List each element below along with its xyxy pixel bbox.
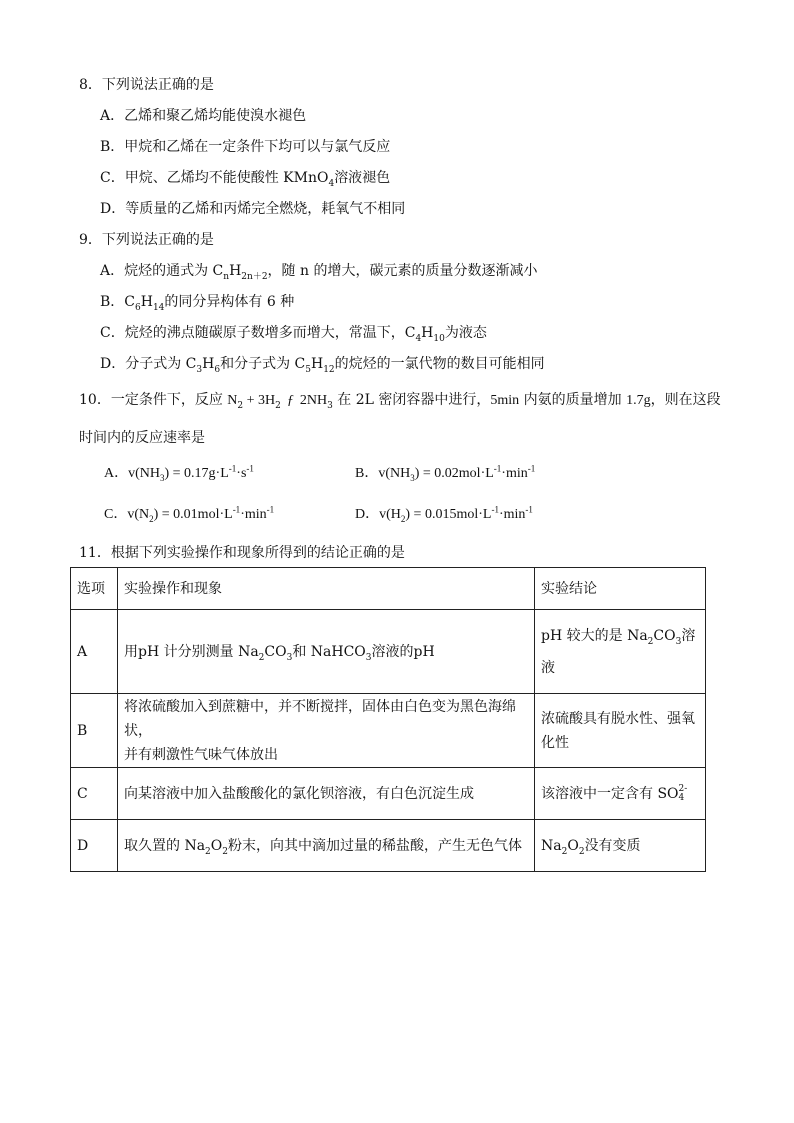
q9-a-post: ，随 n 的增大，碳元素的质量分数逐渐减小 — [267, 263, 538, 279]
equilibrium-arrow-icon: ƒ — [286, 393, 294, 408]
row-a-con-pre: pH 较大的是 Na — [541, 627, 648, 644]
row-b-operation — [118, 694, 535, 768]
q10-d-val: ) = 0.015mol·L — [405, 507, 492, 522]
row-b-con-line2: 化性 — [541, 734, 569, 751]
q9-c-mid: H — [421, 325, 434, 341]
q10-d-sub: 2 — [400, 513, 406, 524]
q10-d-sup2: -1 — [525, 504, 533, 515]
q10-option-b — [355, 464, 535, 484]
q10-b-val: ) = 0.02mol·L — [414, 466, 494, 481]
q9-b-mid: H — [140, 294, 153, 310]
row-a-con-sub1: 2 — [647, 636, 654, 647]
row-d-op-sub2: 2 — [222, 846, 228, 857]
q9-c-sub2: 10 — [433, 333, 445, 344]
q9-d-sub3: 5 — [305, 364, 311, 375]
q10-c-val: ) = 0.01mol·L — [153, 507, 233, 522]
q10-eq-nh3-sub: 3 — [327, 400, 333, 411]
row-c-con-pre: 该溶液中一定含有 SO — [541, 785, 679, 802]
row-b-label: B — [71, 694, 118, 768]
q10-eq-n2-sub: 2 — [237, 400, 244, 411]
row-c-operation: 向某溶液中加入盐酸酸化的氯化钡溶液，有白色沉淀生成 — [118, 768, 535, 820]
row-d-operation — [118, 820, 535, 872]
q9-a-pre: A．烷烃的通式为 C — [100, 263, 224, 279]
q8-option-c-pre: C．甲烷、乙烯均不能使酸性 KMnO — [100, 170, 329, 186]
q10-stem-line2: 时间内的反应速率是 — [79, 430, 205, 446]
row-d-con-post: 没有变质 — [584, 837, 641, 854]
row-a-op-sub3: 3 — [365, 652, 372, 663]
q9-d-post: 的烷烃的一氯代物的数目可能相同 — [334, 356, 545, 372]
q9-a-sub1: n — [223, 271, 230, 282]
row-a-con-sub2: 3 — [675, 636, 682, 647]
q10-eq-n2: N — [227, 393, 238, 408]
q10-d-sup1: -1 — [491, 504, 499, 515]
experiment-table — [70, 567, 706, 872]
q9-option-c — [100, 323, 487, 343]
q9-option-b — [100, 292, 294, 312]
q8-option-c — [100, 168, 390, 188]
row-d-op-post: 粉末，向其中滴加过量的稀盐酸，产生无色气体 — [228, 837, 522, 854]
q9-option-d — [100, 354, 545, 374]
row-a-op-sub1: 2 — [258, 652, 265, 663]
q10-b-sup1: -1 — [493, 463, 502, 474]
row-d-op-mid: O — [210, 837, 223, 854]
header-conclusion: 实验结论 — [535, 568, 706, 610]
row-b-con-line1: 浓硫酸具有脱水性、强氧 — [541, 710, 695, 727]
q8-option-d: D．等质量的乙烯和丙烯完全燃烧，耗氧气不相同 — [100, 201, 406, 217]
q10-c-pre: C．v(N — [104, 507, 150, 522]
q10-stem-post: ，则在这段 — [650, 392, 721, 408]
q10-stem-line1 — [79, 390, 721, 411]
q10-b-sub: 3 — [410, 472, 415, 483]
q9-d-sub2: 6 — [214, 364, 221, 375]
row-d-op-pre: 取久置的 Na — [124, 837, 206, 854]
q10-b-pre: B．v(NH — [355, 466, 411, 481]
q8-option-c-sub: 4 — [328, 178, 335, 189]
q9-stem: 9．下列说法正确的是 — [79, 232, 214, 248]
row-a-op-mid2: 和 NaHCO — [292, 643, 366, 660]
q10-stem-pre: 10．一定条件下，反应 — [79, 392, 228, 408]
q10-a-sup1: -1 — [228, 463, 237, 474]
header-operation: 实验操作和现象 — [118, 568, 535, 610]
q10-a-sub: 3 — [160, 472, 165, 483]
q9-c-sub1: 4 — [415, 333, 422, 344]
q9-c-pre: C．烷烃的沸点随碳原子数增多而增大，常温下，C — [100, 325, 416, 341]
table-row — [71, 610, 706, 694]
q11-stem: 11．根据下列实验操作和现象所得到的结论正确的是 — [79, 545, 405, 561]
q10-c-unit: ·min — [240, 507, 267, 522]
q10-option-c — [104, 505, 274, 525]
table-header-row — [71, 568, 706, 610]
q10-c-sup1: -1 — [232, 504, 241, 515]
row-d-con-sub1: 2 — [561, 846, 568, 857]
row-d-con-sub2: 2 — [578, 846, 585, 857]
row-a-conclusion — [535, 610, 706, 694]
table-row — [71, 820, 706, 872]
q9-c-post: 为液态 — [444, 325, 487, 341]
q9-b-post: 的同分异构体有 6 种 — [164, 294, 295, 310]
row-d-label: D — [71, 820, 118, 872]
row-a-op-pre: 用pH 计分别测量 Na — [124, 643, 259, 660]
q9-d-mid1: H — [202, 356, 215, 372]
q9-b-sub2: 14 — [152, 302, 165, 313]
row-a-operation — [118, 610, 535, 694]
header-option: 选项 — [71, 568, 118, 610]
row-c-con-sup: 2- — [678, 783, 688, 794]
q8-option-a: A．乙烯和聚乙烯均能使溴水褪色 — [100, 108, 307, 124]
table-row — [71, 694, 706, 768]
row-d-op-sub1: 2 — [205, 846, 211, 857]
q9-d-sub1: 3 — [196, 364, 203, 375]
row-c-conclusion — [535, 768, 706, 820]
row-a-op-mid: CO — [264, 643, 287, 660]
q10-option-a — [104, 464, 254, 484]
q10-eq-nh3: 2NH — [299, 393, 328, 408]
row-a-op-sub2: 3 — [286, 652, 293, 663]
q9-b-pre: B．C — [100, 294, 135, 310]
row-a-op-post: 溶液的pH — [371, 643, 435, 660]
row-b-conclusion — [535, 694, 706, 768]
row-d-con-pre: Na — [541, 837, 562, 854]
q10-a-val: ) = 0.17g·L — [164, 466, 229, 481]
row-b-op-line1: 将浓硫酸加入到蔗糖中，并不断搅拌，固体由白色变为黑色海绵状， — [124, 698, 516, 739]
q10-option-d — [355, 505, 533, 525]
q10-stem-mid: 在 2L 密闭容器中进行， — [332, 392, 491, 408]
q9-a-sub2: 2n＋2 — [241, 271, 268, 282]
q10-time: 5min — [490, 393, 520, 408]
row-a-con-post: 溶 — [681, 627, 696, 644]
row-d-conclusion — [535, 820, 706, 872]
row-d-con-mid: O — [567, 837, 579, 854]
q9-d-pre: D．分子式为 C — [100, 356, 197, 372]
q10-eq-h2-sub: 2 — [275, 400, 281, 411]
q10-b-sup2: -1 — [527, 463, 536, 474]
q10-d-unit: ·min — [498, 507, 526, 522]
q10-a-sup2: -1 — [246, 463, 254, 474]
q8-option-c-tail: 溶液褪色 — [334, 170, 391, 186]
q9-option-a — [100, 261, 537, 281]
q9-d-sub4: 12 — [323, 364, 335, 375]
row-a-con-mid: CO — [653, 627, 676, 644]
row-c-con-sub: 4 — [678, 792, 685, 803]
q10-c-sup2: -1 — [266, 504, 275, 515]
q8-stem: 8．下列说法正确的是 — [79, 77, 214, 93]
q10-mass: 1.7g — [626, 393, 651, 408]
q10-b-unit: ·min — [501, 466, 528, 481]
row-c-label: C — [71, 768, 118, 820]
q10-eq-plus-h2: + 3H — [243, 393, 276, 408]
q10-a-unit: ·s — [236, 466, 247, 481]
q9-d-mid3: H — [310, 356, 324, 372]
q8-option-b: B．甲烷和乙烯在一定条件下均可以与氯气反应 — [100, 139, 391, 155]
q10-d-pre: D．v(H — [355, 507, 401, 522]
table-row — [71, 768, 706, 820]
q9-a-mid: H — [229, 263, 242, 279]
q10-c-sub: 2 — [149, 513, 154, 524]
row-a-label: A — [71, 610, 118, 694]
q9-d-mid2: 和分子式为 C — [220, 356, 306, 372]
q10-stem-mid2: 内氨的质量增加 — [519, 392, 627, 408]
row-b-op-line2: 并有刺激性气味气体放出 — [124, 746, 278, 763]
q9-b-sub1: 6 — [135, 302, 141, 313]
q10-a-pre: A．v(NH — [104, 466, 160, 481]
row-a-con-line2: 液 — [541, 659, 555, 676]
